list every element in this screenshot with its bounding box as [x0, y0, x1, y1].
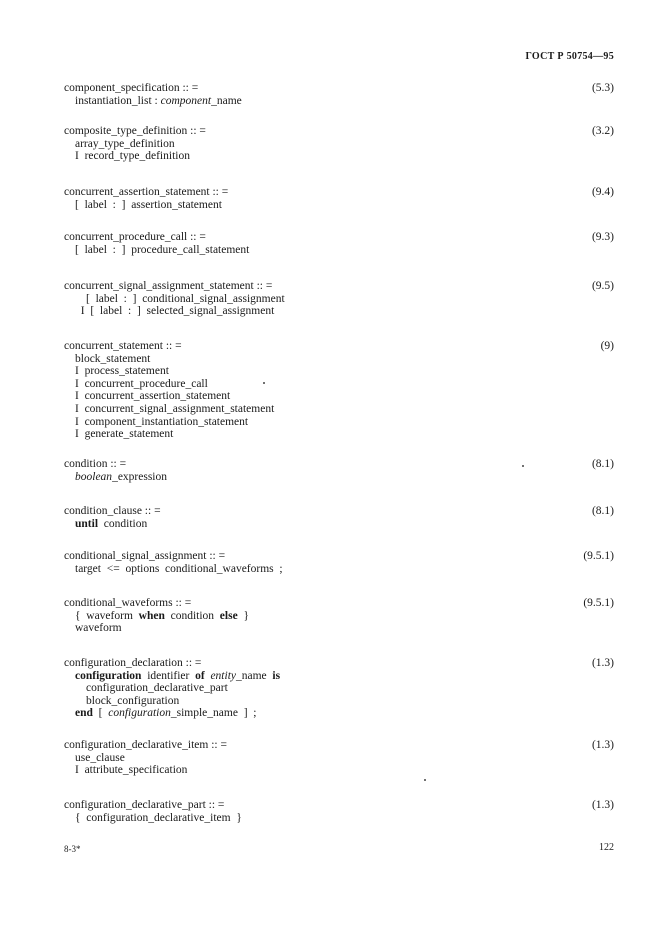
rule-text: instantiation_list :	[75, 94, 161, 107]
rule-head: concurrent_statement :: =	[64, 340, 182, 352]
italic-prefix: entity	[210, 669, 236, 682]
rule-text: condition	[164, 609, 220, 622]
grammar-rule	[64, 458, 614, 483]
rule-body-line	[64, 150, 614, 163]
rule-head: concurrent_signal_assignment_statement :: =	[64, 280, 273, 292]
keyword: end	[75, 707, 93, 720]
rule-text: I concurrent_procedure_call	[75, 377, 208, 390]
rule-text: I attribute_specification	[75, 764, 188, 777]
rule-body-line	[64, 610, 614, 623]
section-reference: (9.4)	[591, 186, 614, 198]
grammar-rule	[64, 657, 614, 720]
rule-text: I concurrent_assertion_statement	[75, 390, 231, 403]
section-reference: (8.1)	[591, 505, 614, 517]
section-reference: (5.3)	[591, 82, 614, 94]
grammar-rule	[64, 231, 614, 256]
section-reference: (9.3)	[591, 231, 614, 243]
rule-text: [ label : ] conditional_signal_assignment	[86, 292, 285, 305]
rule-head: conditional_signal_assignment :: =	[64, 550, 226, 562]
rule-head: configuration_declaration :: =	[64, 657, 202, 669]
rule-head: concurrent_procedure_call :: =	[64, 231, 206, 243]
grammar-rule	[64, 125, 614, 163]
rule-body-line	[64, 244, 614, 257]
section-reference: (1.3)	[591, 739, 614, 751]
rule-head: condition_clause :: =	[64, 505, 161, 517]
rule-text: identifier	[141, 669, 196, 682]
rule-body-line	[64, 518, 614, 531]
rule-body-line	[64, 812, 614, 825]
rule-body-line	[64, 428, 614, 441]
print-speck	[263, 382, 265, 384]
rule-body-line	[64, 695, 614, 708]
rule-body-line	[64, 199, 614, 212]
rule-text: [ label : ] assertion_statement	[75, 198, 222, 211]
rule-text: array_type_definition	[75, 137, 175, 150]
rule-body-line	[64, 378, 614, 391]
grammar-rule	[64, 280, 614, 318]
keyword: is	[272, 669, 281, 682]
rule-text: configuration_declarative_part	[86, 682, 228, 695]
rule-text: I generate_statement	[75, 428, 174, 441]
rule-text: I [ label : ] selected_signal_assignment	[75, 305, 275, 318]
print-speck	[424, 779, 426, 781]
print-speck	[522, 465, 524, 467]
keyword: configuration	[75, 669, 142, 682]
rule-text: block_configuration	[86, 694, 180, 707]
section-reference: (9.5.1)	[583, 597, 614, 609]
italic-prefix: configuration	[108, 707, 171, 720]
rule-text: _expression	[112, 470, 167, 483]
grammar-rule	[64, 82, 614, 107]
rule-head: conditional_waveforms :: =	[64, 597, 192, 609]
rule-body-line	[64, 353, 614, 366]
rule-body-line	[64, 707, 614, 720]
italic-prefix: boolean	[75, 470, 113, 483]
rule-text: I record_type_definition	[75, 150, 190, 163]
section-reference: (1.3)	[591, 657, 614, 669]
rule-body-line	[64, 293, 614, 306]
rule-text: block_statement	[75, 352, 151, 365]
rule-text: { configuration_declarative_item }	[75, 811, 242, 824]
rule-body-line	[64, 622, 614, 635]
rule-text: condition	[98, 517, 148, 530]
page-header-standard: ГОСТ Р 50754—95	[525, 51, 614, 62]
section-reference: (3.2)	[591, 125, 614, 137]
italic-prefix: component	[160, 94, 212, 107]
rule-body-line	[64, 764, 614, 777]
rule-head: configuration_declarative_part :: =	[64, 799, 225, 811]
rule-head: configuration_declarative_item :: =	[64, 739, 227, 751]
keyword: when	[138, 609, 165, 622]
keyword: of	[195, 669, 205, 682]
rule-body-line	[64, 471, 614, 484]
section-reference: (1.3)	[591, 799, 614, 811]
keyword: else	[219, 609, 238, 622]
rule-body-line	[64, 563, 614, 576]
keyword: until	[75, 517, 99, 530]
rule-text: }	[237, 609, 249, 622]
rule-head: condition :: =	[64, 458, 127, 470]
rule-body-line	[64, 670, 614, 683]
grammar-rule	[64, 340, 614, 441]
section-reference: (8.1)	[591, 458, 614, 470]
rule-text: I concurrent_signal_assignment_statement	[75, 402, 275, 415]
rule-body-line	[64, 403, 614, 416]
rule-body-line	[64, 95, 614, 108]
rule-body-line	[64, 305, 614, 318]
rule-text: _simple_name ] ;	[170, 707, 257, 720]
page-number: 122	[599, 842, 614, 853]
rule-head: concurrent_assertion_statement :: =	[64, 186, 229, 198]
grammar-rule	[64, 505, 614, 530]
grammar-rule	[64, 186, 614, 211]
rule-text: waveform	[75, 622, 122, 635]
rule-text: [	[92, 707, 109, 720]
section-reference: (9.5.1)	[583, 550, 614, 562]
rule-head: component_specification :: =	[64, 82, 199, 94]
footer-sheet-mark: 8-3*	[64, 844, 81, 854]
grammar-rule	[64, 799, 614, 824]
section-reference: (9)	[600, 340, 614, 352]
grammar-rule	[64, 597, 614, 635]
rule-text: I process_statement	[75, 365, 169, 378]
rule-body-line	[64, 416, 614, 429]
rule-body-line	[64, 752, 614, 765]
rule-body-line	[64, 138, 614, 151]
rule-body-line	[64, 682, 614, 695]
rule-text: use_clause	[75, 751, 125, 764]
rule-text: I component_instantiation_statement	[75, 415, 249, 428]
rule-body-line	[64, 390, 614, 403]
rule-head: composite_type_definition :: =	[64, 125, 206, 137]
grammar-rule	[64, 550, 614, 575]
section-reference: (9.5)	[591, 280, 614, 292]
rule-text: { waveform	[75, 609, 139, 622]
grammar-rule	[64, 739, 614, 777]
rule-text: target <= options conditional_waveforms ;	[75, 562, 283, 575]
rule-text: [ label : ] procedure_call_statement	[75, 243, 250, 256]
rule-text: _name	[211, 94, 242, 107]
rule-body-line	[64, 365, 614, 378]
rule-text: _name	[236, 669, 273, 682]
